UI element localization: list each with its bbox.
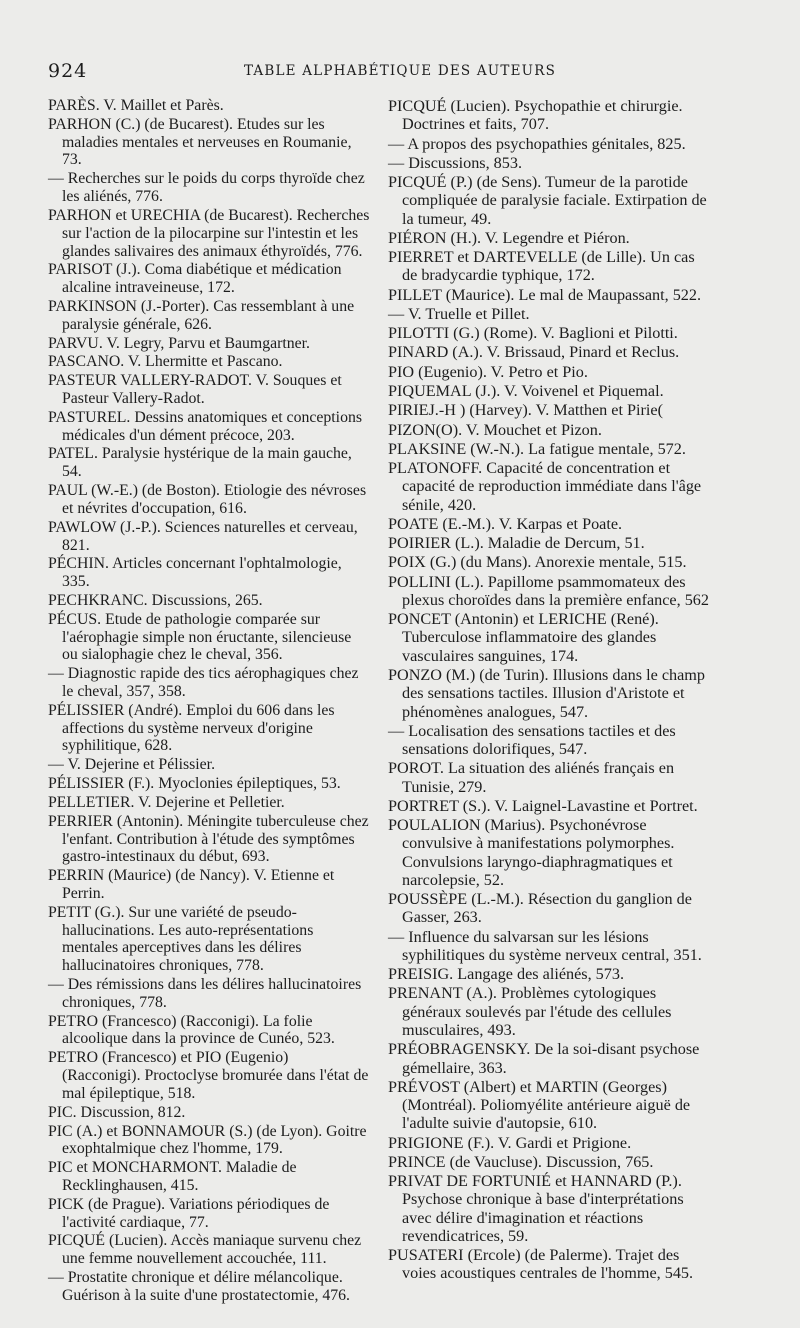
index-entry: PICK (de Prague). Variations périodiques de l'activité cardiaque, 77. [48,1195,330,1231]
index-entry: PECHKRANC. Discussions, 265. [48,591,263,609]
index-entry: PRIGIONE (F.). V. Gardi et Prigione. [388,1133,632,1152]
index-entry: POLLINI (L.). Papillome psammomateux des plexus choroïdes dans la première enfance, 562 [388,572,709,609]
index-entry: PINARD (A.). V. Brissaud, Pinard et Reclus. [388,343,680,362]
index-entry: PAUL (W.-E.) (de Boston). Etiologie des névroses et névrites d'occupation, 616. [48,482,367,517]
index-entry: — Influence du salvarsan sur les lésions syphilitiques du système nerveux central, 351. [388,927,702,964]
index-entry: — Localisation des sensations tactiles et des sensations dolorifiques, 547. [388,721,676,759]
index-entry: PIÉRON (H.). V. Legendre et Piéron. [388,228,630,247]
index-entry: PARISOT (J.). Coma diabétique et médication alcaline intraveineuse, 172. [48,261,342,297]
index-entry: PASTEUR VALLERY-RADOT. V. Souques et Pasteur Vallery-Radot. [48,372,342,407]
index-entry: PETRO (Francesco) (Racconigi). La folie alcoolique dans la province de Cunéo, 523. [48,1012,335,1048]
index-entry: PIO (Eugenio). V. Petro et Pio. [388,362,588,381]
index-entry: PARKINSON (J.-Porter). Cas ressemblant à une paralysie générale, 626. [48,297,355,333]
index-entry: PETRO (Francesco) et PIO (Eugenio) (Racconigi). Proctoclyse bromurée dans l'état de mal épileptique, 518. [48,1049,369,1102]
index-entry: PASTUREL. Dessins anatomiques et conceptions médicales d'un dément précoce, 203. [48,408,363,444]
index-entry: PRINCE (de Vaucluse). Discussion, 765. [388,1152,654,1171]
index-entry: PICQUÉ (Lucien). Accès maniaque survenu chez une femme nouvellement accouchée, 111. [48,1232,362,1268]
index-entry: PAWLOW (J.-P.). Sciences naturelles et cerveau, 821. [48,518,358,554]
running-head [48,60,752,84]
index-entry: PICQUÉ (Lucien). Psychopathie et chirurgie. Doctrines et faits, 707. [388,97,683,134]
index-entry: — Diagnostic rapide des tics aérophagiques chez le cheval, 357, 358. [48,665,359,700]
index-entry: PELLETIER. V. Dejerine et Pelletier. [48,793,285,811]
index-entry: POULALION (Marius). Psychonévrose convulsive à manifestations polymorphes. Convulsions laryngo-diaphragmatiques et narcolepsie, 52. [388,816,675,889]
index-entry: — Recherches sur le poids du corps thyroïde chez les aliénés, 776. [48,170,365,206]
index-entry: PIC (A.) et BONNAMOUR (S.) (de Lyon). Goitre exophtalmique chez l'homme, 179. [48,1122,367,1158]
index-entry: PLATONOFF. Capacité de concentration et capacité de reproduction immédiate dans l'âge sénile, 420. [388,459,702,514]
index-entry: PILLET (Maurice). Le mal de Maupassant, 522. [388,285,702,304]
index-entry: — V. Dejerine et Pélissier. [48,756,216,774]
index-entry: POROT. La situation des aliénés français en Tunisie, 279. [388,759,675,796]
index-entry: PUSATERI (Ercole) (de Palerme). Trajet des voies acoustiques centrales de l'homme, 545. [388,1246,694,1283]
left-column [48,97,370,1306]
index-entry: PICQUÉ (P.) (de Sens). Tumeur de la parotide compliquée de paralysie faciale. Extirpation de la tumeur, 49. [388,173,707,228]
header-title: TABLE ALPHABÉTIQUE DES AUTEURS [243,63,557,79]
index-entry: PIC. Discussion, 812. [48,1103,186,1121]
index-entry: PLAKSINE (W.-N.). La fatigue mentale, 572. [388,439,686,458]
index-entry: — Discussions, 853. [388,153,523,172]
index-entry: PERRIN (Maurice) (de Nancy). V. Etienne et Perrin. [48,867,335,902]
index-entry: — Des rémissions dans les délires hallucinatoires chroniques, 778. [48,976,362,1011]
index-entry: PIRIEJ.-H ) (Harvey). V. Matthen et Pirie( [388,401,663,420]
index-entry: PARÈS. V. Maillet et Parès. [48,97,224,114]
index-entry: POIRIER (L.). Maladie de Dercum, 51. [388,534,645,553]
index-entry: PONZO (M.) (de Turin). Illusions dans le champ des sensations tactiles. Illusion d'Aristote et phénomènes analogues, 547. [388,665,705,721]
index-entry: PÉCUS. Etude de pathologie comparée sur l'aérophagie simple non éructante, silencieuse ou sialophagie chez le cheval, 356. [48,610,352,664]
index-entry: PÉLISSIER (F.). Myoclonies épileptiques, 53. [48,775,341,793]
index-entry: PRÉOBRAGENSKY. De la soi-disant psychose gémellaire, 363. [388,1040,700,1077]
index-entry: PIERRET et DARTEVELLE (de Lille). Un cas de bradycardie typhique, 172. [388,248,695,285]
right-column [388,97,710,1284]
index-entry: PASCANO. V. Lhermitte et Pascano. [48,353,283,371]
index-entry: POUSSÈPE (L.-M.). Résection du ganglion de Gasser, 263. [388,890,692,927]
index-entry: PÉCHIN. Articles concernant l'ophtalmologie, 335. [48,555,342,591]
index-entry: PATEL. Paralysie hystérique de la main gauche, 54. [48,445,352,481]
index-entry: PARVU. V. Legry, Parvu et Baumgartner. [48,334,310,352]
index-entry: PONCET (Antonin) et LERICHE (René). Tuberculose inflammatoire des glandes vasculaires sanguines, 174. [388,610,659,665]
index-entry: PARHON (C.) (de Bucarest). Etudes sur les maladies mentales et nerveuses en Roumanie, 73. [48,115,352,169]
page-number: 924 [48,60,88,82]
index-entry: PIC et MONCHARMONT. Maladie de Recklinghausen, 415. [48,1159,297,1194]
index-entry: POIX (G.) (du Mans). Anorexie mentale, 515. [388,553,687,572]
index-entry: PREISIG. Langage des aliénés, 573. [388,965,625,984]
index-entry: PÉLISSIER (André). Emploi du 606 dans les affections du système nerveux d'origine syphilitique, 628. [48,701,335,755]
index-entry: PRIVAT DE FORTUNIÉ et HANNARD (P.). Psychose chronique à base d'interprétations avec délire d'imagination et réactions revendicatrices, 59. [388,1172,684,1245]
index-entry: PILOTTI (G.) (Rome). V. Baglioni et Pilotti. [388,324,678,343]
index-entry: PRENANT (A.). Problèmes cytologiques généraux soulevés par l'étude des cellules musculaires, 493. [388,984,672,1040]
index-entry: PRÉVOST (Albert) et MARTIN (Georges) (Montréal). Poliomyélite antérieure aiguë de l'adulte suivie d'autopsie, 610. [388,1077,691,1133]
index-entry: — V. Truelle et Pillet. [388,304,530,323]
index-entry: PARHON et URECHIA (de Bucarest). Recherches sur l'action de la pilocarpine sur l'intestin et les glandes salivaires des animaux éthyroïdés, 776. [48,206,370,260]
index-entry: POATE (E.-M.). V. Karpas et Poate. [388,514,623,533]
index-entry: PIZON(O). V. Mouchet et Pizon. [388,420,602,439]
index-entry: — A propos des psychopathies génitales, 825. [388,134,686,153]
index-entry: — Prostatite chronique et délire mélancolique. Guérison à la suite d'une prostatectomie, 476. [48,1269,350,1304]
index-entry: PERRIER (Antonin). Méningite tuberculeuse chez l'enfant. Contribution à l'étude des symptômes gastro-intestinaux du début, 693. [48,812,369,866]
index-entry: PETIT (G.). Sur une variété de pseudo-hallucinations. Les auto-représentations mentales aperceptives dans les délires hallucinatoires chroniques, 778. [48,903,314,975]
index-entry: PORTRET (S.). V. Laignel-Lavastine et Portret. [388,796,698,815]
index-entry: PIQUEMAL (J.). V. Voivenel et Piquemal. [388,381,664,400]
